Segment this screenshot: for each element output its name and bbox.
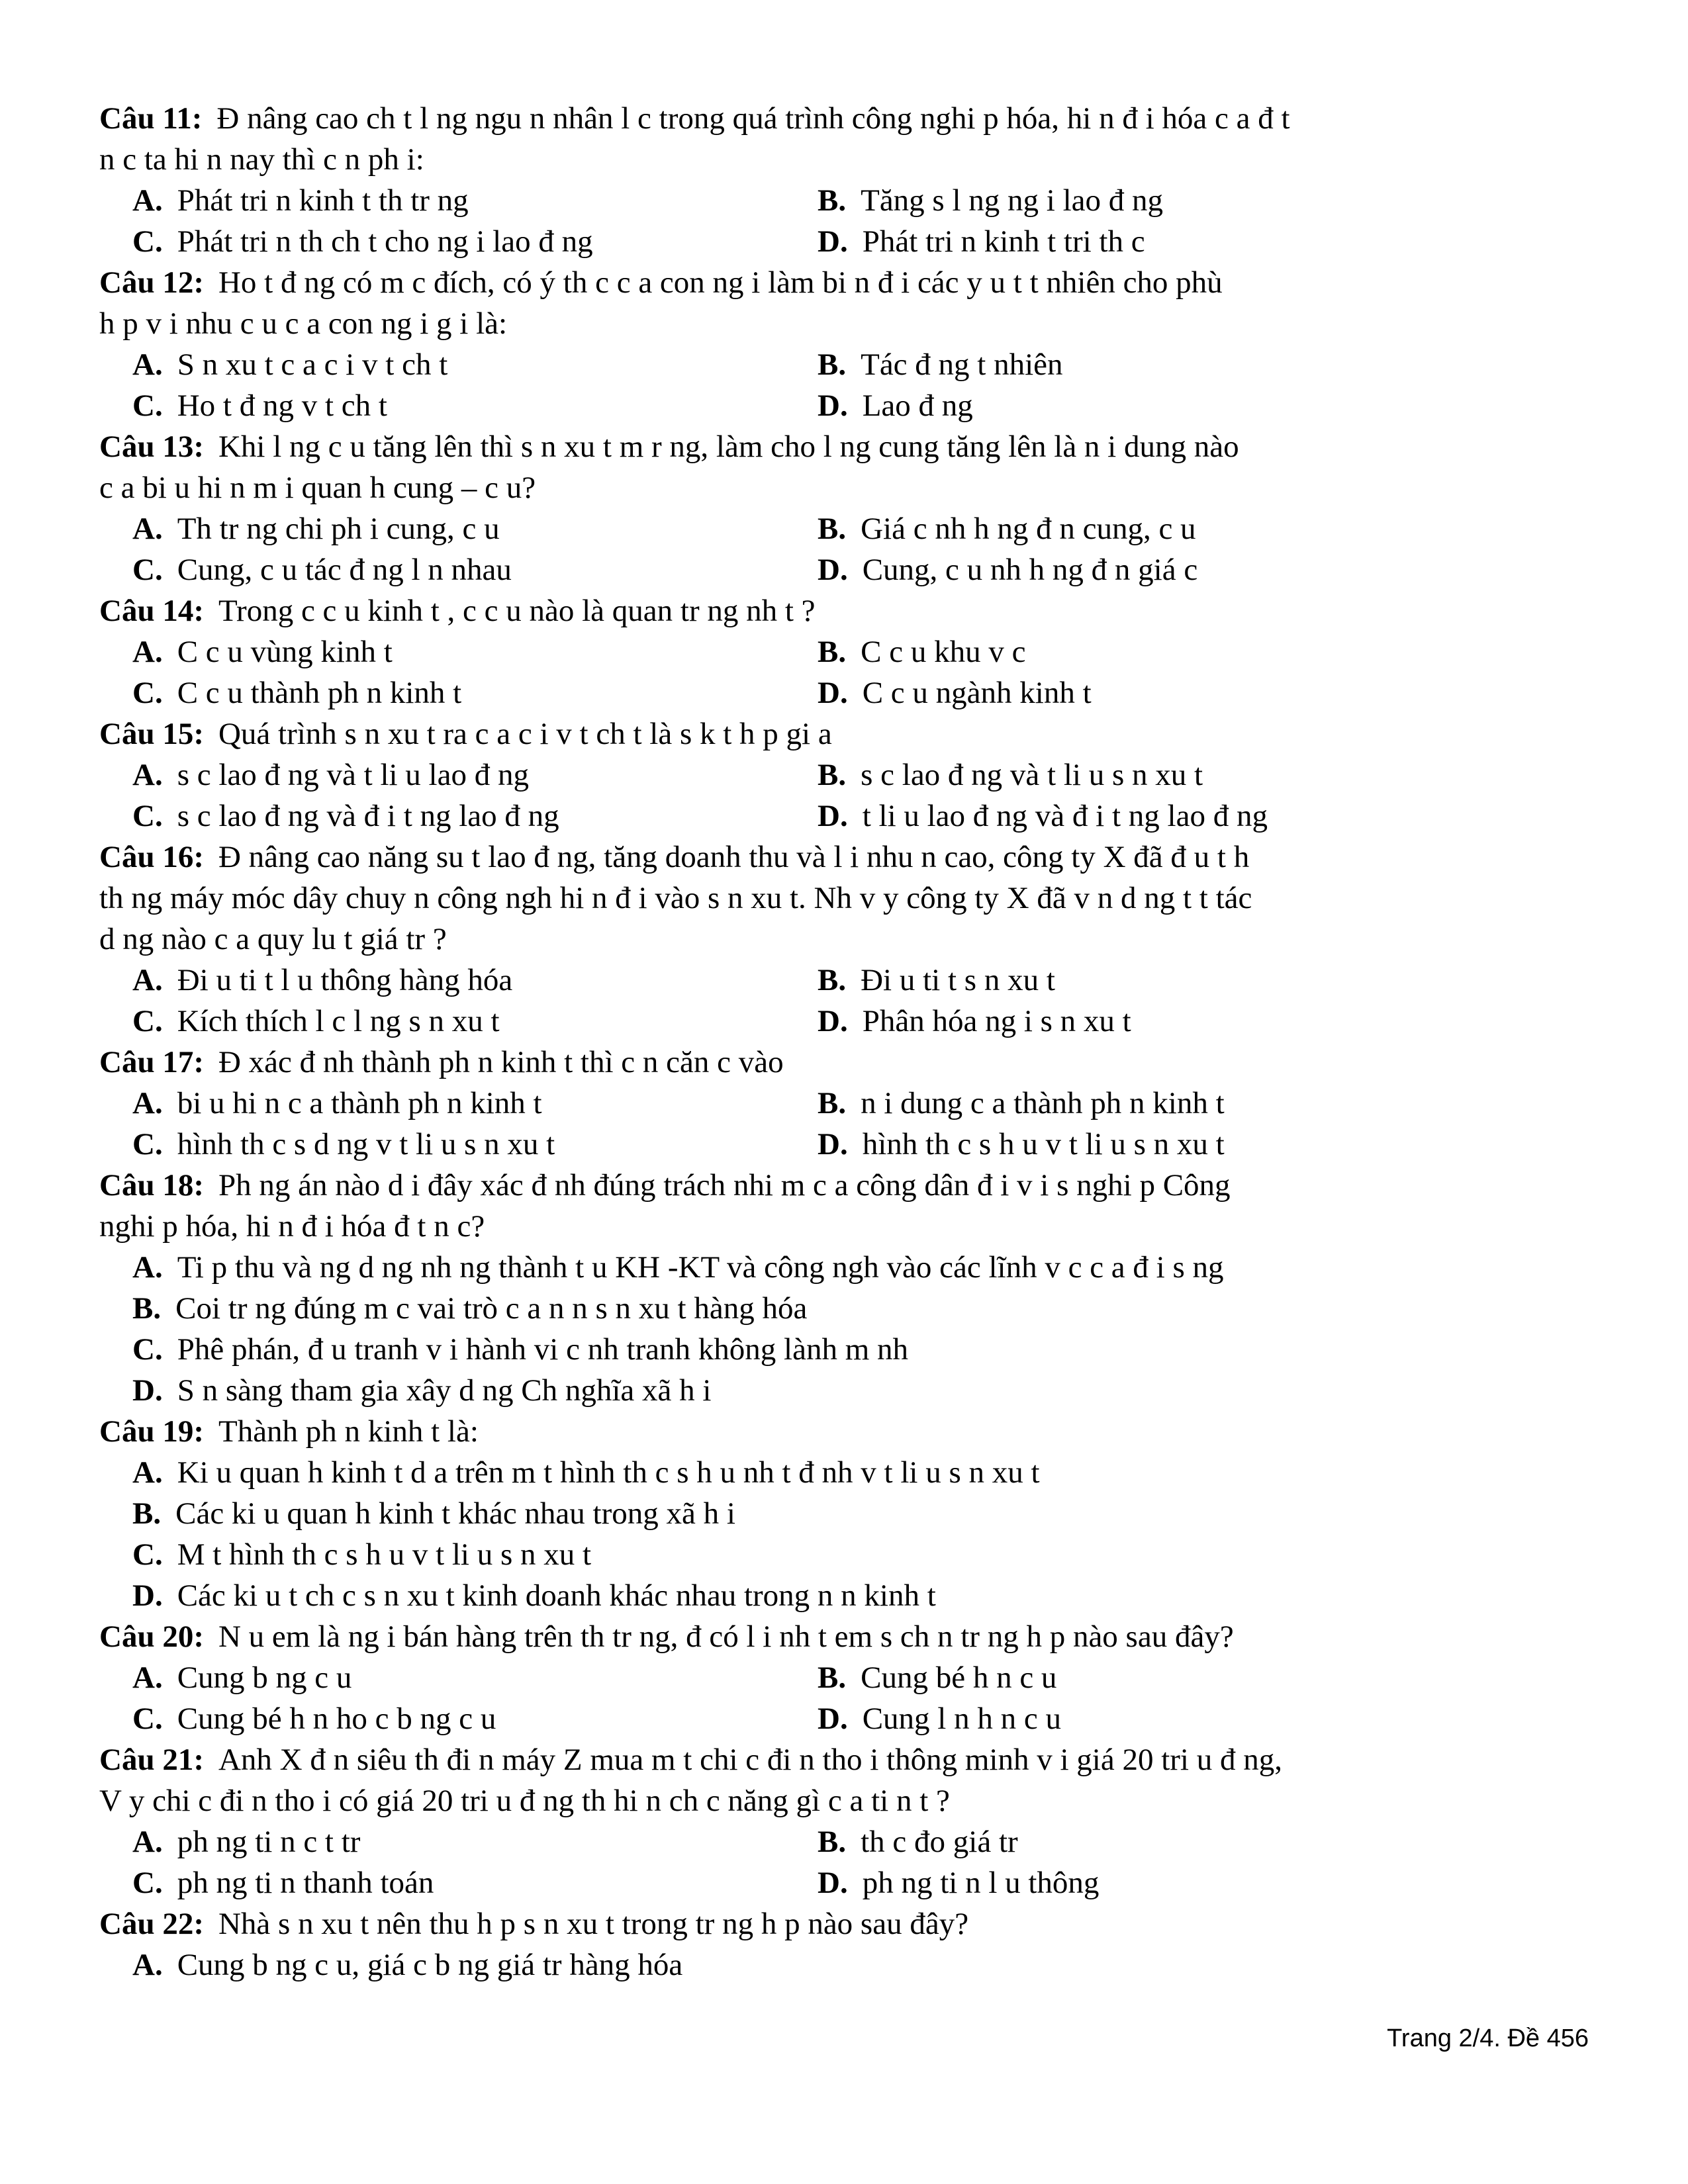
question-20 (99, 1616, 1589, 1657)
option-d: D. Cung l n h n c u (818, 1702, 1061, 1736)
question-number: Câu 15: (99, 717, 204, 751)
question-number: Câu 17: (99, 1045, 204, 1079)
question-text: V y chi c đi n tho i có giá 20 tri u đ ng th hi n ch c năng gì c a ti n t ? (99, 1784, 950, 1818)
option-c: C. Ho t đ ng v t ch t (132, 388, 387, 423)
option-c: C. M t hình th c s h u v t li u s n xu t (132, 1537, 592, 1572)
question-text: th ng máy móc dây chuy n công ngh hi n đ i vào s n xu t. Nh v y công ty X đã v n d ng t t tác (99, 881, 1252, 915)
option-d: D. Lao đ ng (818, 388, 973, 423)
question-text: Đ nâng cao năng su t lao đ ng, tăng doanh thu và l i nhu n cao, công ty X đã đ u t h (218, 840, 1250, 874)
option-b: B. Cung bé h n c u (818, 1661, 1057, 1695)
question-text: Đ nâng cao ch t l ng ngu n nhân l c trong quá trình công nghi p hóa, hi n đ i hóa c a đ t (216, 101, 1290, 136)
question-number: Câu 13: (99, 430, 204, 464)
option-c: C. Phê phán, đ u tranh v i hành vi c nh tranh không lành m nh (132, 1332, 909, 1367)
question-text: Nhà s n xu t nên thu h p s n xu t trong tr ng h p nào sau đây? (218, 1907, 969, 1941)
question-number: Câu 18: (99, 1168, 204, 1203)
question-17 (99, 1042, 1589, 1083)
page-footer: Trang 2/4. Đề 456 (1387, 2025, 1589, 2052)
question-text: d ng nào c a quy lu t giá tr ? (99, 922, 447, 956)
question-text: Ho t đ ng có m c đích, có ý th c c a con ng i làm bi n đ i các y u t t nhiên cho phù (218, 265, 1223, 300)
option-a: A. Ti p thu và ng d ng nh ng thành t u KH -KT và công ngh vào các lĩnh v c c a đ i s ng (132, 1250, 1224, 1285)
question-text: Ph ng án nào d i đây xác đ nh đúng trách nhi m c a công dân đ i v i s nghi p Công (218, 1168, 1231, 1203)
question-14 (99, 590, 1589, 631)
question-text: Trong c c u kinh t , c c u nào là quan tr ng nh t ? (218, 594, 816, 628)
question-text: N u em là ng i bán hàng trên th tr ng, đ có l i nh t em s ch n tr ng h p nào sau đây? (218, 1619, 1234, 1654)
question-16 (99, 837, 1589, 960)
question-text: Đ xác đ nh thành ph n kinh t thì c n căn c vào (218, 1045, 784, 1079)
option-a: A. Phát tri n kinh t th tr ng (132, 183, 469, 218)
question-21 (99, 1739, 1589, 1821)
option-d: D. Các ki u t ch c s n xu t kinh doanh khác nhau trong n n kinh t (132, 1578, 936, 1613)
option-b: B. s c lao đ ng và t li u s n xu t (818, 758, 1203, 792)
option-b: B. Các ki u quan h kinh t khác nhau trong xã h i (132, 1496, 735, 1531)
question-number: Câu 12: (99, 265, 204, 300)
option-a: A. ph ng ti n c t tr (132, 1825, 361, 1859)
question-number: Câu 21: (99, 1743, 204, 1777)
question-text: Khi l ng c u tăng lên thì s n xu t m r ng, làm cho l ng cung tăng lên là n i dung nào (218, 430, 1239, 464)
question-text: Anh X đ n siêu th đi n máy Z mua m t chi c đi n tho i thông minh v i giá 20 tri u đ ng, (218, 1743, 1282, 1777)
question-text: n c ta hi n nay thì c n ph i: (99, 142, 424, 177)
option-c: C. Cung bé h n ho c b ng c u (132, 1702, 496, 1736)
option-b: B. th c đo giá tr (818, 1825, 1018, 1859)
option-b: B. C c u khu v c (818, 635, 1026, 669)
option-c: C. Cung, c u tác đ ng l n nhau (132, 553, 512, 587)
option-d: D. C c u ngành kinh t (818, 676, 1092, 710)
option-d: D. Phát tri n kinh t tri th c (818, 224, 1145, 259)
question-number: Câu 11: (99, 101, 203, 136)
option-a: A. bi u hi n c a thành ph n kinh t (132, 1086, 542, 1120)
option-b: B. Giá c nh h ng đ n cung, c u (818, 512, 1196, 546)
option-d: D. S n sàng tham gia xây d ng Ch nghĩa xã h i (132, 1373, 712, 1408)
option-a: A. S n xu t c a c i v t ch t (132, 347, 448, 382)
question-number: Câu 22: (99, 1907, 204, 1941)
option-b: B. Tăng s l ng ng i lao đ ng (818, 183, 1164, 218)
question-text: h p v i nhu c u c a con ng i g i là: (99, 306, 508, 341)
option-a: A. Th tr ng chi ph i cung, c u (132, 512, 500, 546)
option-b: B. n i dung c a thành ph n kinh t (818, 1086, 1225, 1120)
option-b: B. Coi tr ng đúng m c vai trò c a n n s n xu t hàng hóa (132, 1291, 808, 1326)
option-a: A. Ki u quan h kinh t d a trên m t hình th c s h u nh t đ nh v t li u s n xu t (132, 1455, 1040, 1490)
option-a: A. Cung b ng c u (132, 1661, 352, 1695)
question-22 (99, 1903, 1589, 1944)
option-b: B. Đi u ti t s n xu t (818, 963, 1055, 997)
question-11 (99, 98, 1589, 180)
option-c: C. Kích thích l c l ng s n xu t (132, 1004, 500, 1038)
question-number: Câu 14: (99, 594, 204, 628)
option-d: D. t li u lao đ ng và đ i t ng lao đ ng (818, 799, 1268, 833)
question-13 (99, 426, 1589, 508)
option-a: A. Đi u ti t l u thông hàng hóa (132, 963, 513, 997)
question-number: Câu 19: (99, 1414, 204, 1449)
option-d: D. hình th c s h u v t li u s n xu t (818, 1127, 1225, 1161)
option-a: A. Cung b ng c u, giá c b ng giá tr hàng hóa (132, 1948, 683, 1982)
question-text: Quá trình s n xu t ra c a c i v t ch t là s k t h p gi a (218, 717, 832, 751)
option-b: B. Tác đ ng t nhiên (818, 347, 1063, 382)
option-d: D. Cung, c u nh h ng đ n giá c (818, 553, 1198, 587)
question-19 (99, 1411, 1589, 1452)
question-12 (99, 262, 1589, 344)
option-c: C. hình th c s d ng v t li u s n xu t (132, 1127, 555, 1161)
question-text: c a bi u hi n m i quan h cung – c u? (99, 471, 536, 505)
option-c: C. C c u thành ph n kinh t (132, 676, 462, 710)
question-15 (99, 713, 1589, 754)
option-d: D. ph ng ti n l u thông (818, 1866, 1100, 1900)
question-text: Thành ph n kinh t là: (218, 1414, 479, 1449)
option-c: C. s c lao đ ng và đ i t ng lao đ ng (132, 799, 559, 833)
option-a: A. C c u vùng kinh t (132, 635, 393, 669)
question-number: Câu 20: (99, 1619, 204, 1654)
option-c: C. ph ng ti n thanh toán (132, 1866, 434, 1900)
option-c: C. Phát tri n th ch t cho ng i lao đ ng (132, 224, 593, 259)
option-a: A. s c lao đ ng và t li u lao đ ng (132, 758, 529, 792)
question-18 (99, 1165, 1589, 1247)
question-text: nghi p hóa, hi n đ i hóa đ t n c? (99, 1209, 485, 1244)
option-d: D. Phân hóa ng i s n xu t (818, 1004, 1131, 1038)
question-number: Câu 16: (99, 840, 204, 874)
